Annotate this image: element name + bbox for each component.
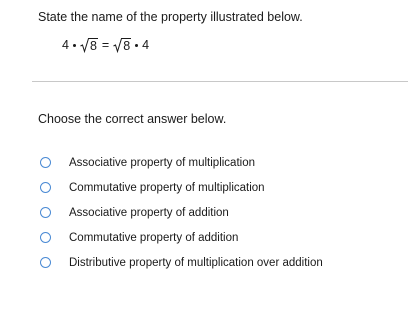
radicand-right: 8	[123, 39, 131, 53]
radio-button[interactable]	[40, 232, 51, 243]
answer-option[interactable]	[40, 225, 323, 250]
answer-option[interactable]	[40, 150, 323, 175]
radicand-left: 8	[89, 39, 97, 53]
equation-right-coefficient: 4	[142, 38, 150, 52]
answer-instructions: Choose the correct answer below.	[38, 112, 227, 126]
equals-sign: =	[101, 38, 110, 52]
question-prompt: State the name of the property illustrated below.	[38, 10, 303, 24]
radio-button[interactable]	[40, 257, 51, 268]
radical-sign-icon	[113, 37, 122, 53]
radical-sign-icon	[80, 37, 89, 53]
answer-option-label: Associative property of addition	[69, 206, 229, 219]
answer-options	[40, 150, 323, 275]
multiplication-dot	[135, 44, 138, 47]
section-divider	[32, 81, 408, 82]
radio-button[interactable]	[40, 182, 51, 193]
answer-option-label: Commutative property of multiplication	[69, 181, 265, 194]
answer-option-label: Distributive property of multiplication over addition	[69, 256, 323, 269]
answer-option-label: Associative property of multiplication	[69, 156, 255, 169]
answer-option[interactable]	[40, 250, 323, 275]
answer-option-label: Commutative property of addition	[69, 231, 239, 244]
radio-button[interactable]	[40, 157, 51, 168]
multiplication-dot	[73, 44, 76, 47]
square-root-right	[113, 37, 131, 53]
radio-button[interactable]	[40, 207, 51, 218]
answer-option[interactable]	[40, 200, 323, 225]
square-root-left	[80, 37, 98, 53]
equation-left-coefficient: 4	[62, 38, 69, 52]
equation	[62, 37, 149, 53]
answer-option[interactable]	[40, 175, 323, 200]
